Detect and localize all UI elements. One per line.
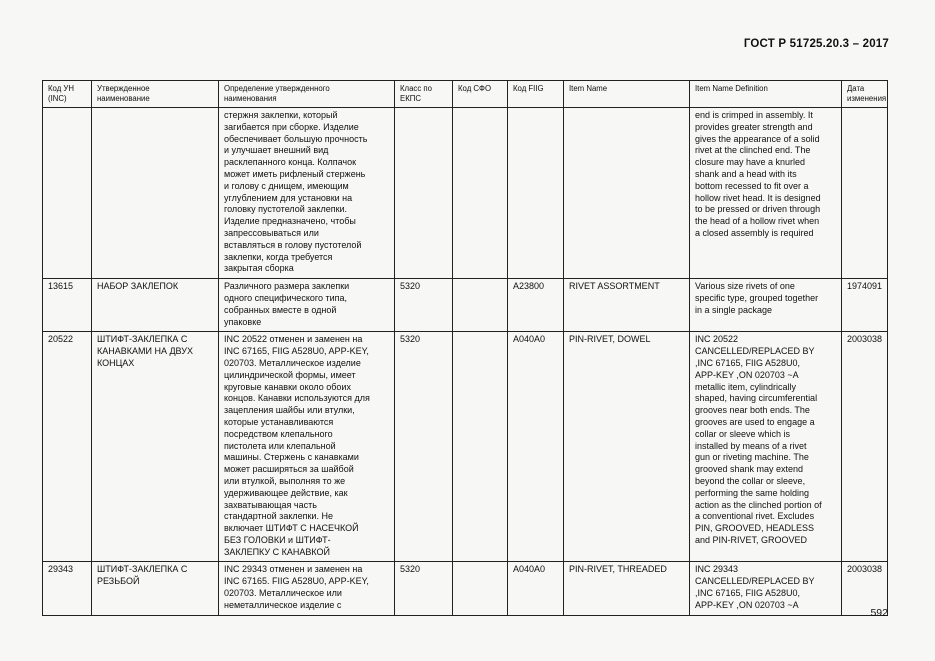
column-header-approved-name: Утвержденное наименование bbox=[92, 81, 219, 108]
cell-sfo bbox=[453, 108, 508, 279]
cell-approved-name: ШТИФТ-ЗАКЛЕПКА С РЕЗЬБОЙ bbox=[92, 562, 219, 615]
table-row bbox=[43, 108, 888, 279]
cell-inc: 13615 bbox=[43, 279, 92, 332]
cell-sfo bbox=[453, 279, 508, 332]
cell-approved-name: НАБОР ЗАКЛЕПОК bbox=[92, 279, 219, 332]
column-header-change-date: Дата изменения bbox=[842, 81, 888, 108]
table-row bbox=[43, 332, 888, 562]
cell-definition-ru: стержня заклепки, который загибается при сборке. Изделие обеспечивает большую прочность и улучшает внешний вид расклепанного конца. Колпачок может иметь рифленый стержень и голову с днищем, имеющим углублением для установки на головку пустотелой заклепки. Изделие предназначено, чтобы запрессовываться или вставляться в голову пустотелой заклепки, когда требуется закрытая сборка bbox=[219, 108, 395, 279]
cell-definition-ru: INC 29343 отменен и заменен на INC 67165. FIIG A528U0, APP-KEY, 020703. Металлическое или неметаллическое изделие с bbox=[219, 562, 395, 615]
column-header-definition-ru: Определение утвержденного наименования bbox=[219, 81, 395, 108]
cell-item-name: RIVET ASSORTMENT bbox=[564, 279, 690, 332]
table-row bbox=[43, 279, 888, 332]
cell-definition-ru: Различного размера заклепки одного специфического типа, собранных вместе в одной упаковке bbox=[219, 279, 395, 332]
document-standard-code: ГОСТ Р 51725.20.3 – 2017 bbox=[743, 38, 889, 50]
column-header-item-name-definition: Item Name Definition bbox=[690, 81, 842, 108]
column-header-fiig: Код FIIG bbox=[508, 81, 564, 108]
cell-fiig: A23800 bbox=[508, 279, 564, 332]
cell-date: 2003038 bbox=[842, 332, 888, 562]
column-header-item-name: Item Name bbox=[564, 81, 690, 108]
cell-class: 5320 bbox=[395, 332, 453, 562]
cell-item-name: PIN-RIVET, THREADED bbox=[564, 562, 690, 615]
cell-fiig: A040A0 bbox=[508, 332, 564, 562]
cell-inc bbox=[43, 108, 92, 279]
table-header-row bbox=[43, 81, 888, 108]
cell-definition-en: end is crimped in assembly. It provides greater strength and gives the appearance of a solid rivet at the clinched end. The closure may have a knurled shank and a head with its bottom recessed to fit over a hollow rivet head. It is designed to be pressed or driven through the head of a hollow rivet when a closed assembly is required bbox=[690, 108, 842, 279]
table-row bbox=[43, 562, 888, 615]
cell-definition-ru: INC 20522 отменен и заменен на INC 67165, FIIG A528U0, APP-KEY, 020703. Металлическое изделие цилиндрической формы, имеет круговые канавки около обоих концов. Канавки используются для зацепления шайбы или втулки, которые устанавливаются посредством клепального пистолета или клепальной машины. Стержень с канавками может расширяться за шайбой или втулкой, выполняя то же удерживающее действие, как захватывающая часть стандартной заклепки. Не включает ШТИФТ С НАСЕЧКОЙ БЕЗ ГОЛОВКИ и ШТИФТ- ЗАКЛЕПКУ С КАНАВКОЙ bbox=[219, 332, 395, 562]
cell-approved-name bbox=[92, 108, 219, 279]
cell-fiig: A040A0 bbox=[508, 562, 564, 615]
cell-date: 1974091 bbox=[842, 279, 888, 332]
cell-definition-en: INC 29343 CANCELLED/REPLACED BY ,INC 67165, FIIG A528U0, APP-KEY ,ON 020703 ~A bbox=[690, 562, 842, 615]
cell-approved-name: ШТИФТ-ЗАКЛЕПКА С КАНАВКАМИ НА ДВУХ КОНЦАХ bbox=[92, 332, 219, 562]
column-header-inc: Код УН (INC) bbox=[43, 81, 92, 108]
column-header-class: Класс по ЕКПС bbox=[395, 81, 453, 108]
cell-sfo bbox=[453, 332, 508, 562]
cell-definition-en: INC 20522 CANCELLED/REPLACED BY ,INC 67165, FIIG A528U0, APP-KEY ,ON 020703 ~A metallic item, cylindrically shaped, having circumferential grooves near both ends. The grooves are used to engage a collar or sleeve which is installed by means of a rivet gun or riveting machine. The grooved shank may extend beyond the collar or sleeve, performing the same holding action as the clinched portion of a conventional rivet. Excludes PIN, GROOVED, HEADLESS and PIN-RIVET, GROOVED bbox=[690, 332, 842, 562]
cell-class: 5320 bbox=[395, 279, 453, 332]
cell-item-name: PIN-RIVET, DOWEL bbox=[564, 332, 690, 562]
cell-date: 2003038 bbox=[842, 562, 888, 615]
cell-inc: 20522 bbox=[43, 332, 92, 562]
item-names-table bbox=[42, 80, 888, 616]
cell-fiig bbox=[508, 108, 564, 279]
cell-inc: 29343 bbox=[43, 562, 92, 615]
cell-definition-en: Various size rivets of one specific type, grouped together in a single package bbox=[690, 279, 842, 332]
column-header-sfo: Код СФО bbox=[453, 81, 508, 108]
page-number: 592 bbox=[870, 607, 888, 619]
cell-date bbox=[842, 108, 888, 279]
cell-sfo bbox=[453, 562, 508, 615]
cell-class: 5320 bbox=[395, 562, 453, 615]
cell-class bbox=[395, 108, 453, 279]
cell-item-name bbox=[564, 108, 690, 279]
